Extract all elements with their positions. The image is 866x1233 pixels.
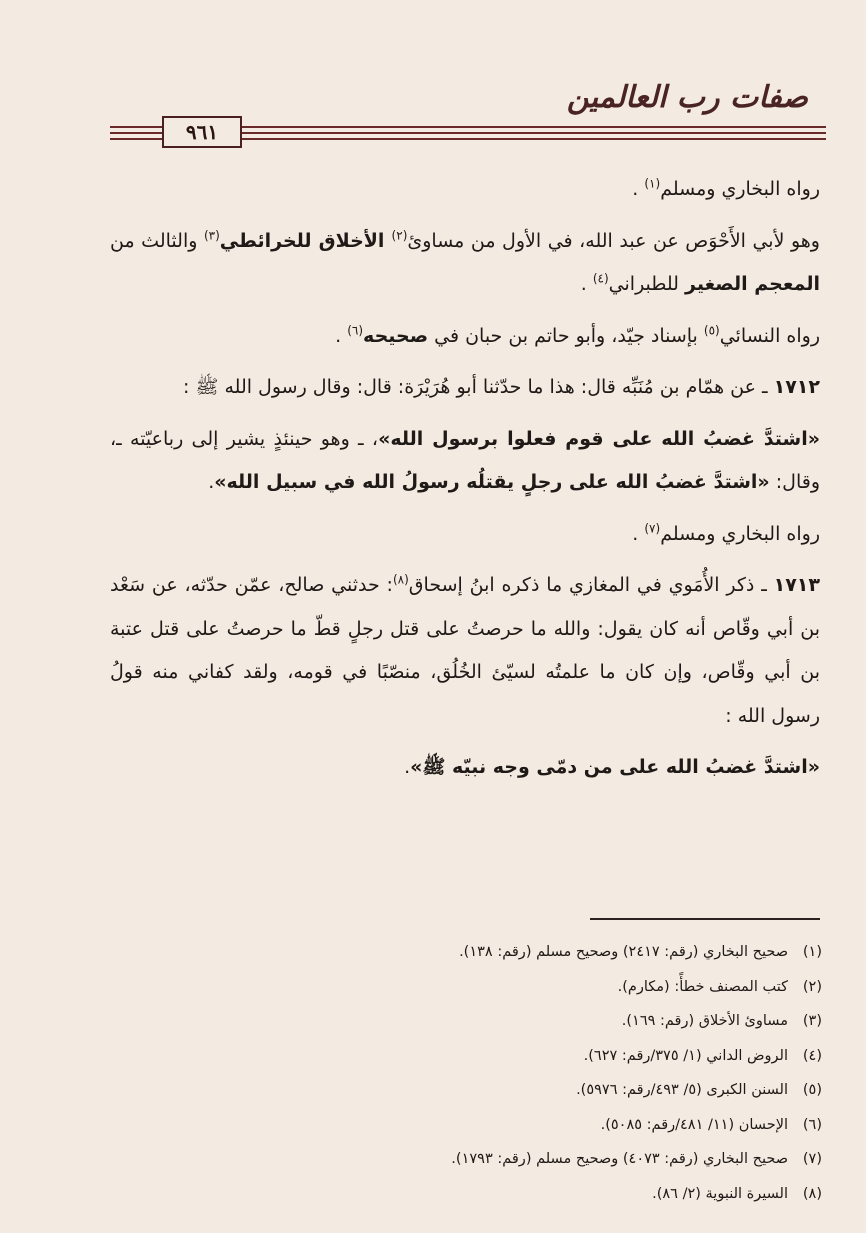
footnote: (٢)كتب المصنف خطأً: (مكارم).	[617, 978, 822, 995]
footnote-ref[interactable]: (٢)	[391, 228, 408, 243]
main-text	[110, 168, 820, 798]
footnote-ref[interactable]: (٥)	[703, 323, 720, 338]
footnote: (٤)الروض الداني (١/ ٣٧٥/رقم: ٦٢٧).	[583, 1047, 822, 1064]
footnote: (٣)مساوئ الأخلاق (رقم: ١٦٩).	[621, 1013, 822, 1029]
hadith-quote: «اشتدَّ غضبُ الله على رجلٍ يقتلُه رسولُ الله في سبيل الله»	[214, 471, 770, 493]
footnote-ref[interactable]: (٣)	[203, 228, 220, 243]
footnote: (٧)صحيح البخاري (رقم: ٤٠٧٣) وصحيح مسلم (رقم: ١٧٩٣).	[451, 1151, 822, 1167]
paragraph: رواه البخاري ومسلم$^{(٧)}$ .	[632, 521, 820, 545]
footnote: (٦)الإحسان (١١/ ٤٨١/رقم: ٥٠٨٥).	[600, 1116, 822, 1133]
hadith-number: ١٧١٣	[773, 574, 820, 596]
page-number: ٩٦١	[162, 116, 242, 148]
paragraph: «اشتدَّ غضبُ الله على من دمّى وجه نبيّه ﷺ».	[404, 756, 820, 778]
footnote: (٨)السيرة النبوية (٢/ ٨٦).	[652, 1185, 822, 1202]
footnote-ref[interactable]: (٧)	[644, 521, 661, 536]
footnote-ref[interactable]: (٦)	[347, 323, 364, 338]
footnote: (١)صحيح البخاري (رقم: ٢٤١٧) وصحيح مسلم (رقم: ١٣٨).	[459, 944, 822, 960]
footnote-separator	[590, 918, 820, 920]
paragraph: وهو لأبي الأَحْوَص عن عبد الله، في الأول من مساوئ$^{(٢)}$ الأخلاق للخرائطي$^{(٣)}$ والثالث من المعجم الصغير للطبراني$^{(٤)}$ .	[110, 228, 820, 295]
hadith-entry: ١٧١٣ ـ ذكر الأُمَوي في المغازي ما ذكره ابنُ إسحاق$^{(٨)}$: حدثني صالح، عمّن حدّثه، عن سَعْد بن أبي وقّاص أنه كان يقول: والله ما حرصتُ على قتل رجلٍ قطّ ما حرصتُ على قتل عتبة بن أبي وقّاص، وإن كان ما علمتُه لسيّئ الخُلُق، منصّبًا في قومه، ولقد كفاني منه قولُ رسول الله :	[110, 572, 820, 727]
footnote-ref[interactable]: (١)	[644, 176, 661, 191]
footnote-ref[interactable]: (٨)	[392, 572, 409, 587]
hadith-quote: «اشتدَّ غضبُ الله على قوم فعلوا برسول الله»	[378, 427, 820, 450]
paragraph: رواه البخاري ومسلم$^{(١)}$ .	[632, 176, 820, 200]
footnote: (٥)السنن الكبرى (٥/ ٤٩٣/رقم: ٥٩٧٦).	[576, 1082, 822, 1098]
paragraph: رواه النسائي$^{(٥)}$ بإسناد جيّد، وأبو حاتم بن حبان في صحيحه$^{(٦)}$ .	[335, 323, 820, 347]
hadith-entry: ١٧١٢ ـ عن همّام بن مُنَبِّه قال: هذا ما حدّثنا أبو هُرَيْرَة: قال: وقال رسول الله ﷺ :	[183, 376, 820, 398]
footnotes	[110, 935, 822, 1211]
hadith-number: ١٧١٢	[773, 376, 820, 398]
paragraph: «اشتدَّ غضبُ الله على قوم فعلوا برسول الله»، ـ وهو حينئذٍ يشير إلى رباعيّته ـ، وقال: «اشتدَّ غضبُ الله على رجلٍ يقتلُه رسولُ الله في سبيل الله».	[110, 427, 820, 493]
book-title: صفات رب العالمين	[566, 80, 808, 115]
hadith-quote: «اشتدَّ غضبُ الله على من دمّى وجه نبيّه ﷺ»	[410, 756, 820, 778]
footnote-ref[interactable]: (٤)	[592, 271, 609, 286]
